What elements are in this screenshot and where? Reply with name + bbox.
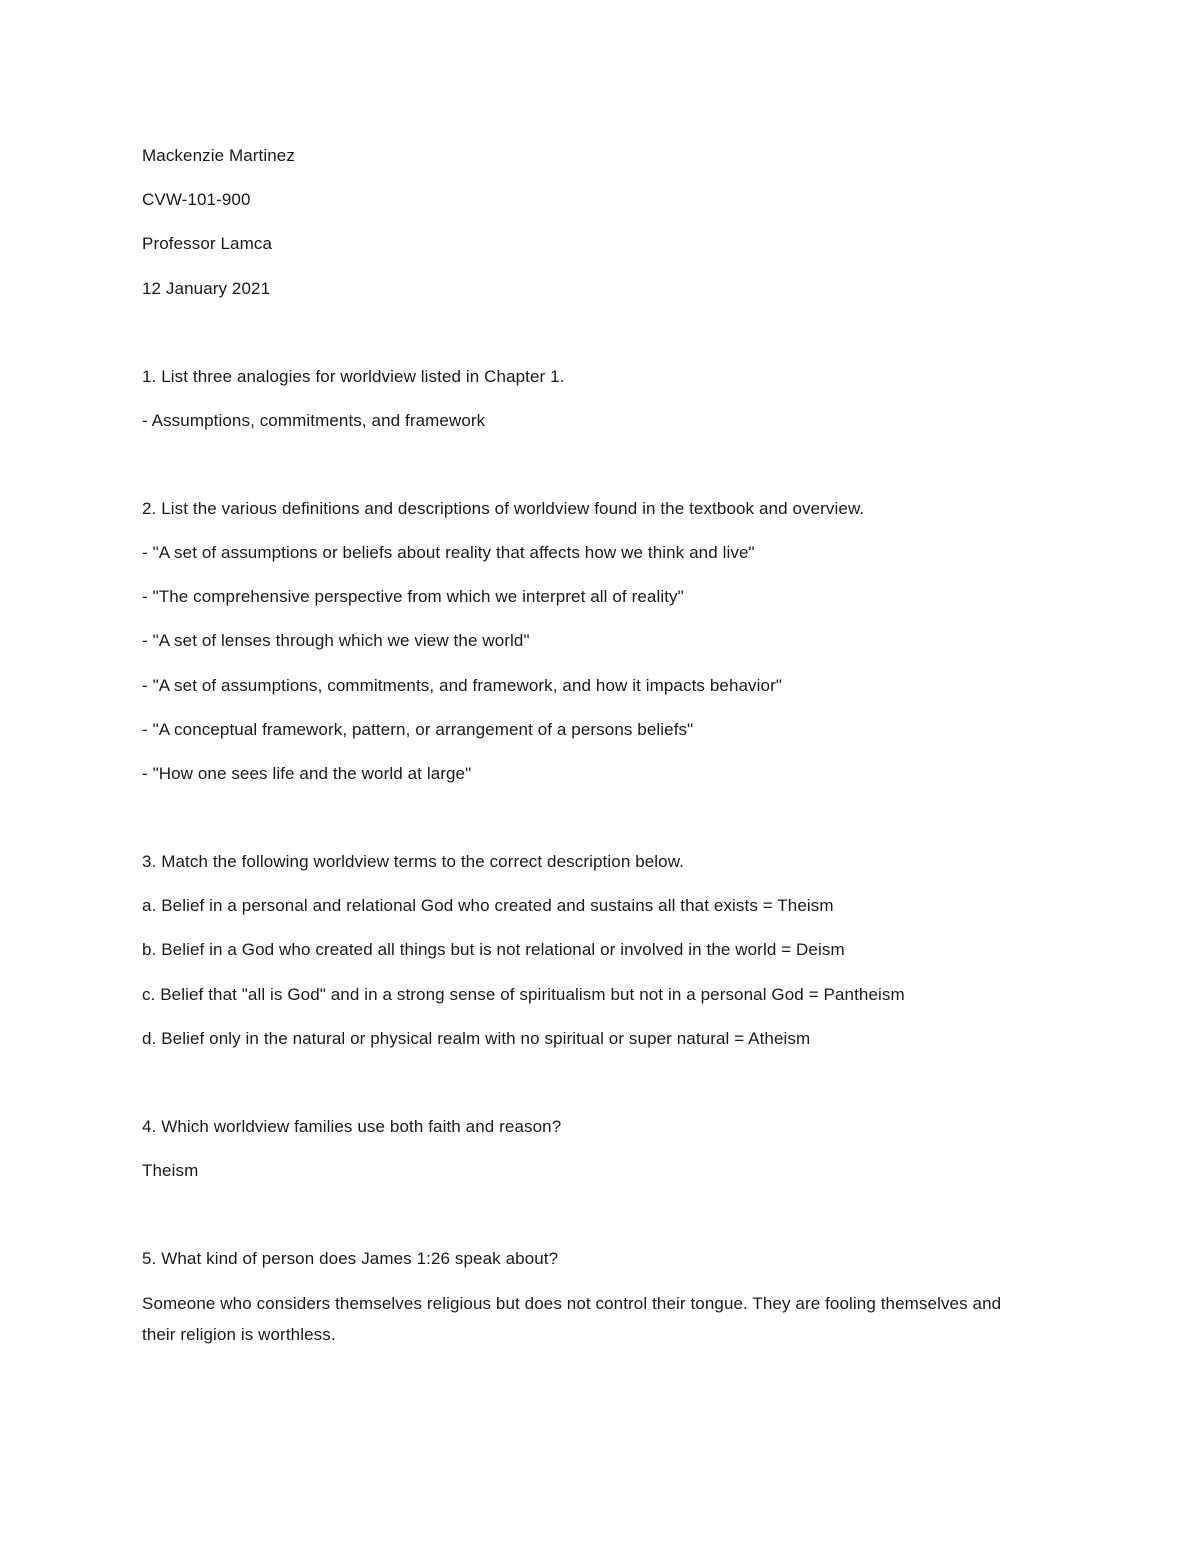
answer-3-item: b. Belief in a God who created all things but is not relational or involved in the world = Deism: [142, 940, 845, 959]
answer-4: Theism: [142, 1161, 199, 1180]
answer-1: - Assumptions, commitments, and framework: [142, 411, 486, 430]
professor-name: Professor Lamca: [142, 234, 272, 253]
question-1: 1. List three analogies for worldview listed in Chapter 1.: [142, 367, 565, 386]
answer-2-item: - "A conceptual framework, pattern, or arrangement of a persons beliefs": [142, 720, 694, 739]
course-code: CVW-101-900: [142, 190, 251, 209]
answer-3-item: c. Belief that "all is God" and in a strong sense of spiritualism but not in a personal God = Pantheism: [142, 985, 905, 1004]
question-2: 2. List the various definitions and descriptions of worldview found in the textbook and overview.: [142, 499, 865, 518]
assignment-date: 12 January 2021: [142, 279, 271, 298]
question-3: 3. Match the following worldview terms to the correct description below.: [142, 852, 684, 871]
answer-3-item: a. Belief in a personal and relational God who created and sustains all that exists = Theism: [142, 896, 834, 915]
answer-2-item: - "A set of assumptions or beliefs about reality that affects how we think and live": [142, 543, 755, 562]
answer-3-item: d. Belief only in the natural or physical realm with no spiritual or super natural = Atheism: [142, 1029, 811, 1048]
answer-2-item: - "A set of assumptions, commitments, and framework, and how it impacts behavior": [142, 676, 782, 695]
answer-5: Someone who considers themselves religious but does not control their tongue. They are fooling themselves and their religion is worthless.: [142, 1294, 1002, 1344]
question-5: 5. What kind of person does James 1:26 speak about?: [142, 1249, 559, 1268]
answer-2-item: - "The comprehensive perspective from which we interpret all of reality": [142, 587, 684, 606]
answer-2-item: - "How one sees life and the world at large": [142, 764, 472, 783]
answer-2-item: - "A set of lenses through which we view the world": [142, 631, 530, 650]
student-name: Mackenzie Martinez: [142, 146, 295, 165]
question-4: 4. Which worldview families use both faith and reason?: [142, 1117, 562, 1136]
